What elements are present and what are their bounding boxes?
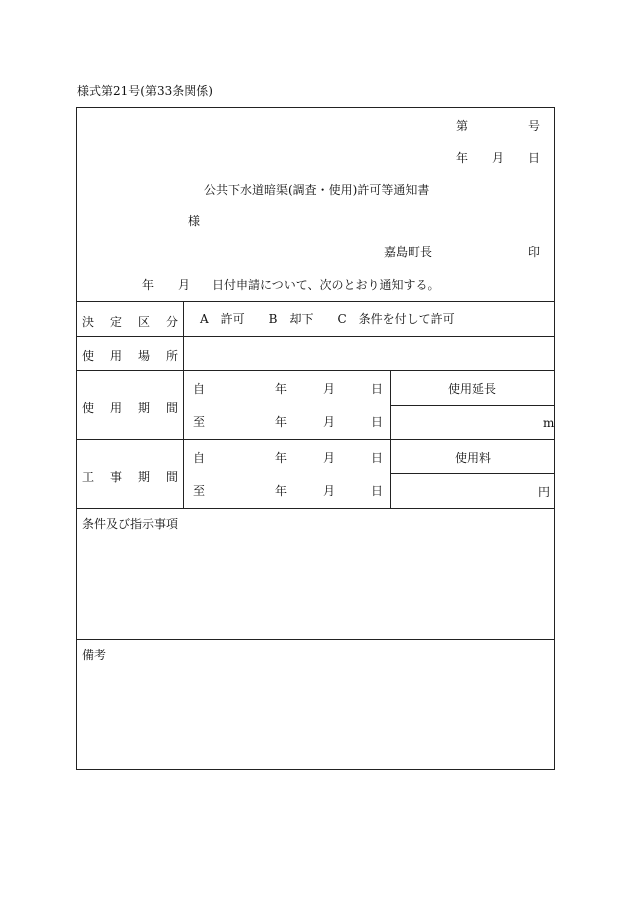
usage-from-day: 日 xyxy=(371,382,384,396)
extension-label: 使用延長 xyxy=(448,382,497,396)
right-column-divider xyxy=(390,370,391,508)
date-year: 年 xyxy=(456,151,469,165)
divider-decision xyxy=(76,336,555,337)
usage-period-label-char: 用 xyxy=(109,401,122,415)
work-period-label-char: 期 xyxy=(137,470,150,484)
usage-to: 至 xyxy=(193,415,206,429)
work-period-label xyxy=(82,468,178,485)
divider-location xyxy=(76,370,555,371)
application-month: 月 xyxy=(178,278,191,292)
usage-to-year: 年 xyxy=(275,415,288,429)
usage-from-month: 月 xyxy=(323,382,336,396)
date-day: 日 xyxy=(528,151,541,165)
decision-label xyxy=(82,313,178,330)
form-number: 様式第21号(第33条関係) xyxy=(77,84,213,98)
usage-period-label-char: 期 xyxy=(137,401,150,415)
location-label-char: 場 xyxy=(137,349,150,363)
notice-body-text: 日付申請について、次のとおり通知する。 xyxy=(212,278,440,292)
location-label xyxy=(82,347,178,364)
extension-unit: m xyxy=(543,416,555,430)
work-period-label-char: 事 xyxy=(109,470,122,484)
usage-from: 自 xyxy=(193,382,206,396)
divider-usage-period xyxy=(76,439,555,440)
work-to-year: 年 xyxy=(275,484,288,498)
decision-label-char: 定 xyxy=(109,315,122,329)
work-from-day: 日 xyxy=(371,451,384,465)
decision-label-char: 区 xyxy=(137,315,150,329)
notice-number-prefix: 第 xyxy=(456,119,469,133)
decision-label-char: 決 xyxy=(82,315,95,329)
work-to-month: 月 xyxy=(323,484,336,498)
divider-header xyxy=(76,301,555,302)
location-label-char: 用 xyxy=(109,349,122,363)
work-to-day: 日 xyxy=(371,484,384,498)
work-period-label-char: 間 xyxy=(165,470,178,484)
application-year: 年 xyxy=(142,278,155,292)
location-label-char: 使 xyxy=(82,349,95,363)
conditions-label: 条件及び指示事項 xyxy=(82,517,179,531)
fee-unit: 円 xyxy=(538,485,551,499)
issuer-name: 嘉島町長 xyxy=(384,245,433,259)
work-to: 至 xyxy=(193,484,206,498)
usage-to-day: 日 xyxy=(371,415,384,429)
divider-extension xyxy=(390,405,555,406)
usage-period-label-char: 使 xyxy=(82,401,95,415)
divider-work-period xyxy=(76,508,555,509)
decision-options: A 許可 B 却下 C 条件を付して許可 xyxy=(200,312,455,326)
seal-mark: 印 xyxy=(528,245,541,259)
divider-fee xyxy=(390,473,555,474)
work-from-month: 月 xyxy=(323,451,336,465)
addressee-suffix: 様 xyxy=(188,214,201,228)
usage-period-label xyxy=(82,399,178,416)
fee-label: 使用料 xyxy=(455,451,492,465)
usage-to-month: 月 xyxy=(323,415,336,429)
label-column-divider xyxy=(183,301,184,508)
document-title: 公共下水道暗渠(調査・使用)許可等通知書 xyxy=(204,183,430,197)
notice-number-suffix: 号 xyxy=(528,119,541,133)
decision-label-char: 分 xyxy=(165,315,178,329)
divider-conditions xyxy=(76,639,555,640)
usage-period-label-char: 間 xyxy=(165,401,178,415)
date-month: 月 xyxy=(492,151,505,165)
work-from-year: 年 xyxy=(275,451,288,465)
usage-from-year: 年 xyxy=(275,382,288,396)
work-period-label-char: 工 xyxy=(82,470,95,484)
work-from: 自 xyxy=(193,451,206,465)
remarks-label: 備考 xyxy=(82,648,107,662)
location-label-char: 所 xyxy=(165,349,178,363)
